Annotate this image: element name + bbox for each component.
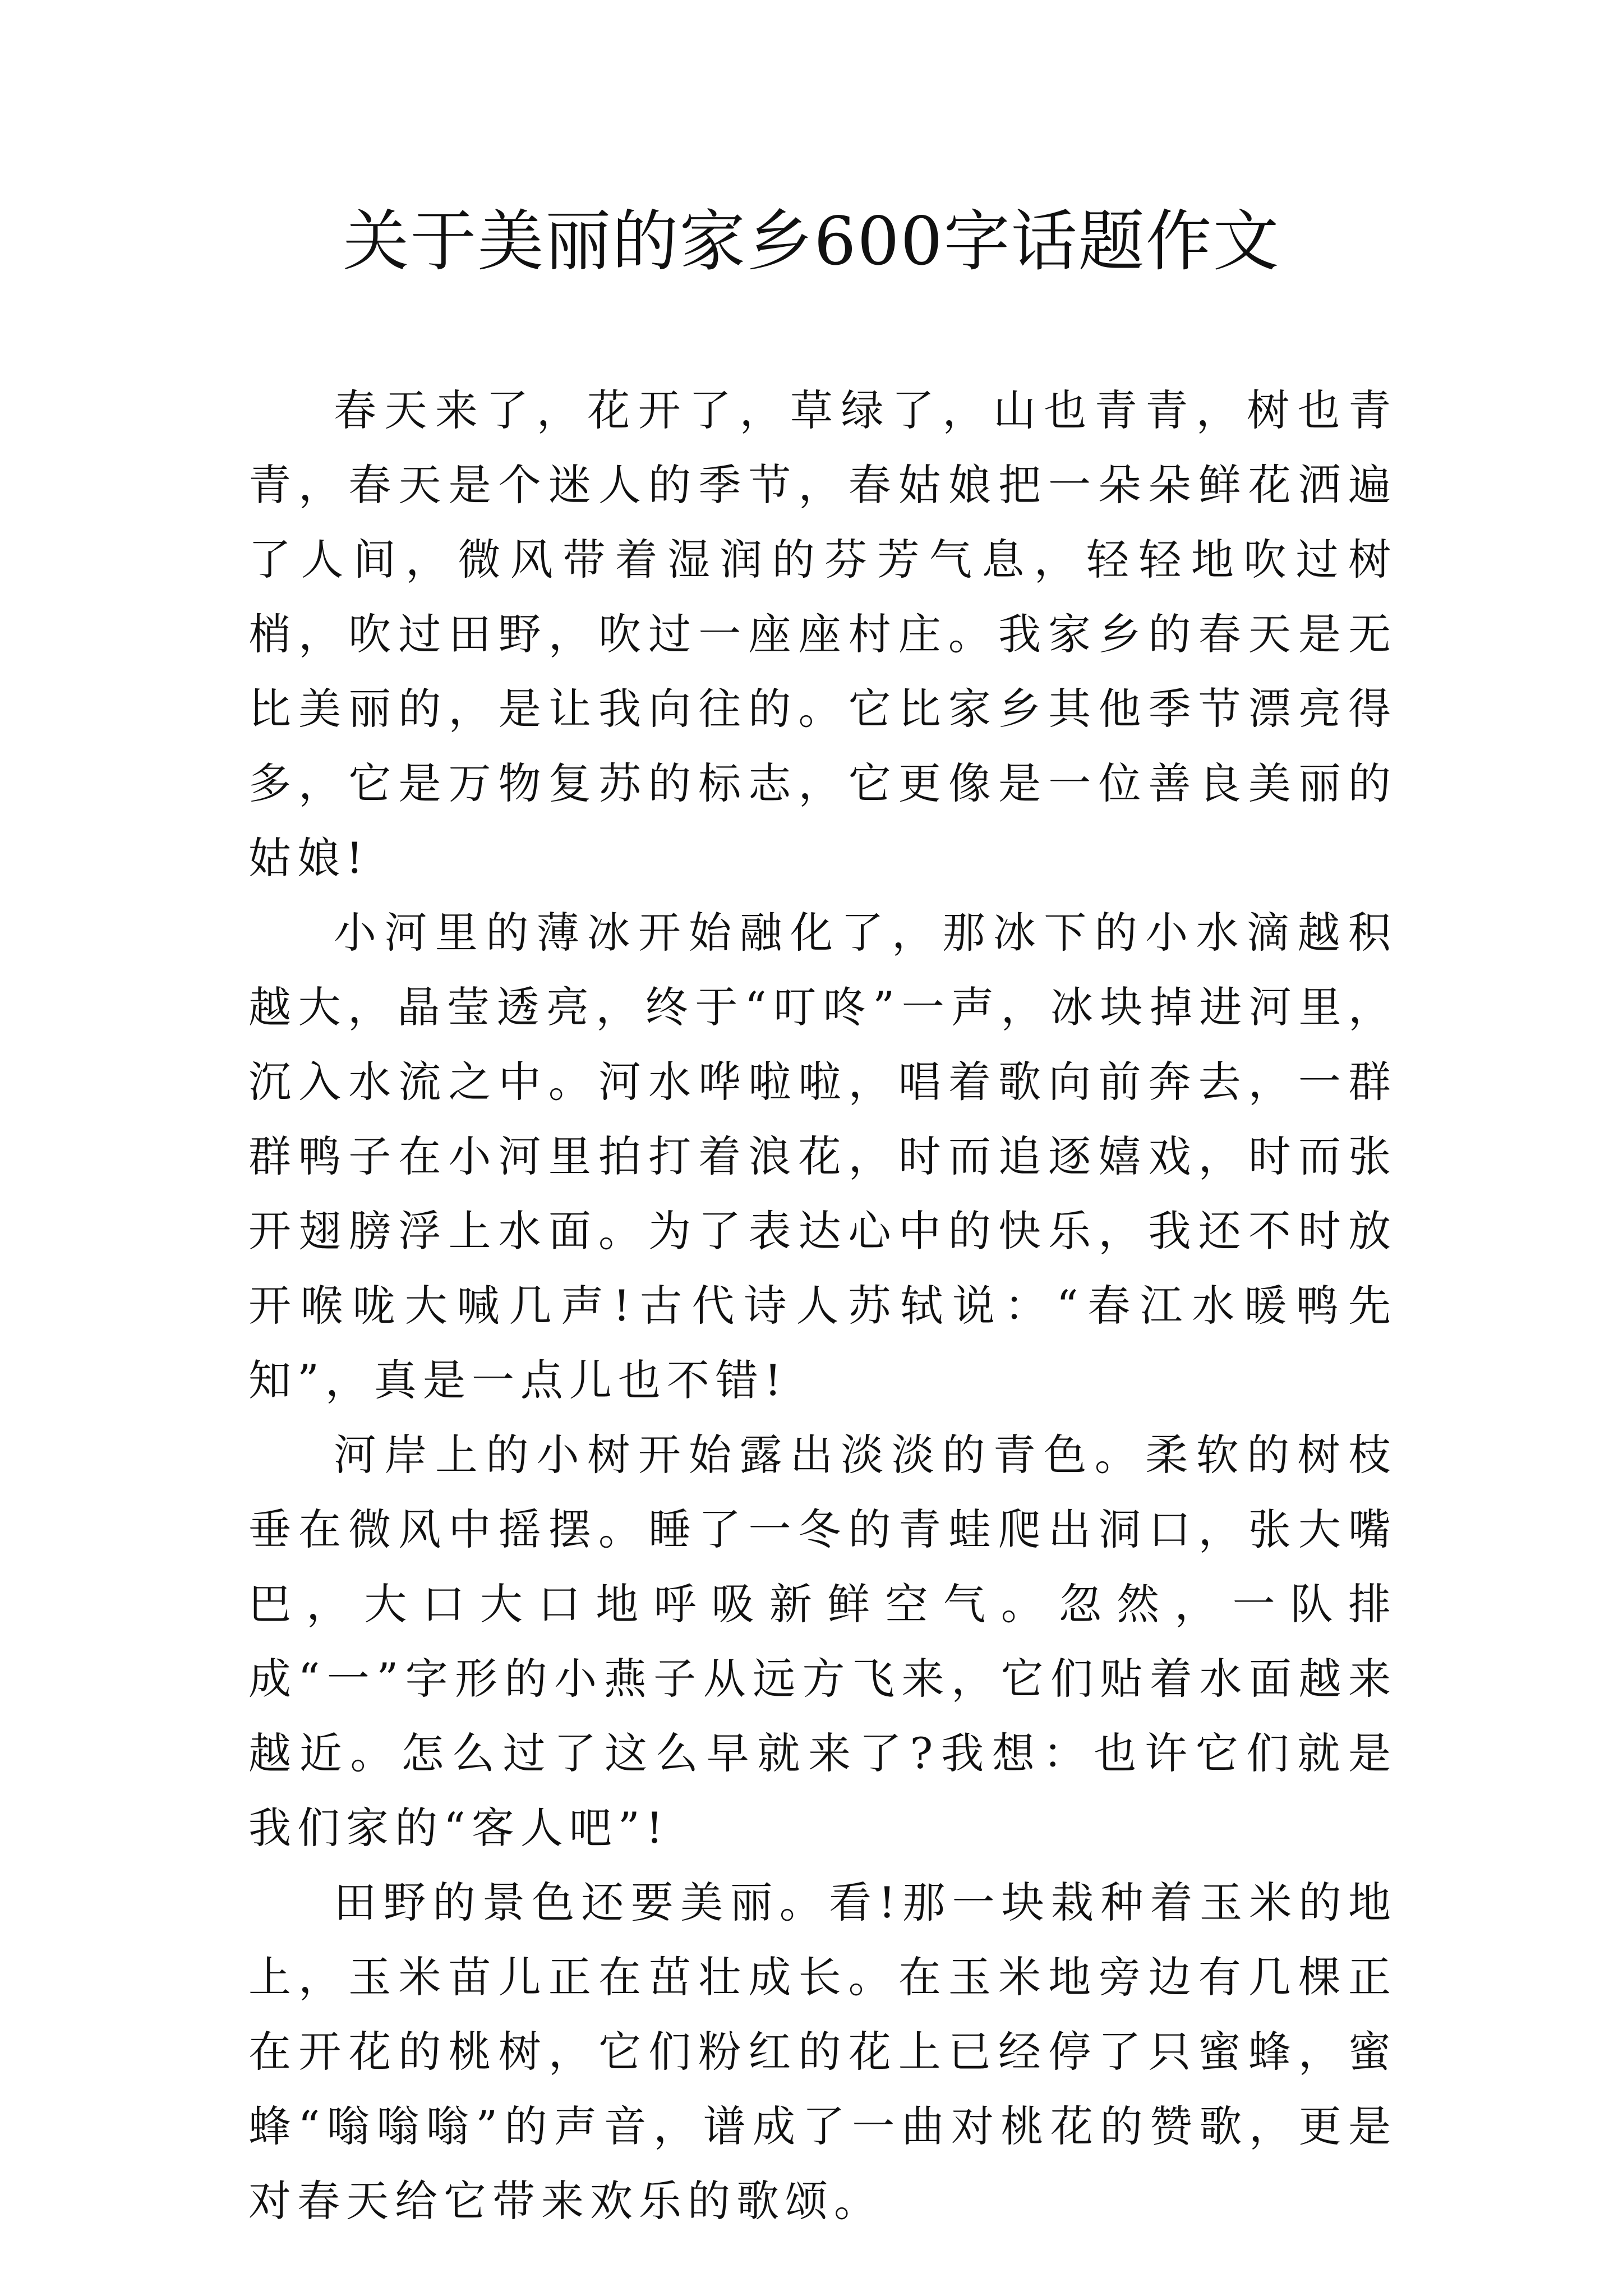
paragraph-3: 河岸上的小树开始露出淡淡的青色。柔软的树枝垂在微风中摇摆。睡了一冬的青蛙爬出洞口，张大嘴巴，大口大口地呼吸新鲜空气。忽然，一队排成“一”字形的小燕子从远方飞来，它们贴着水面越来越近。怎么过了这么早就来了?我想：也许它们就是我们家的“客人吧”!: [248, 1430, 1397, 1853]
document-body: [248, 373, 1397, 2238]
paragraph-4: 田野的景色还要美丽。看!那一块栽种着玉米的地上，玉米苗儿正在茁壮成长。在玉米地旁边有几棵正在开花的桃树，它们粉红的花上已经停了只蜜蜂，蜜蜂“嗡嗡嗡”的声音，谱成了一曲对桃花的赞歌，更是对春天给它带来欢乐的歌颂。: [248, 1878, 1397, 2226]
document-title: 关于美丽的家乡600字话题作文: [343, 203, 1280, 280]
paragraph-2: 小河里的薄冰开始融化了，那冰下的小水滴越积越大，晶莹透亮，终于“叮咚”一声，冰块掉进河里，沉入水流之中。河水哗啦啦，唱着歌向前奔去，一群群鸭子在小河里拍打着浪花，时而追逐嬉戏，时而张开翅膀浮上水面。为了表达心中的快乐，我还不时放开喉咙大喊几声!古代诗人苏轼说：“春江水暖鸭先知”，真是一点儿也不错!: [248, 908, 1397, 1405]
paragraph-1: 春天来了，花开了，草绿了，山也青青，树也青青，春天是个迷人的季节，春姑娘把一朵朵鲜花洒遍了人间，微风带着湿润的芬芳气息，轻轻地吹过树梢，吹过田野，吹过一座座村庄。我家乡的春天是无比美丽的，是让我向往的。它比家乡其他季节漂亮得多，它是万物复苏的标志，它更像是一位善良美丽的姑娘!: [248, 385, 1397, 883]
